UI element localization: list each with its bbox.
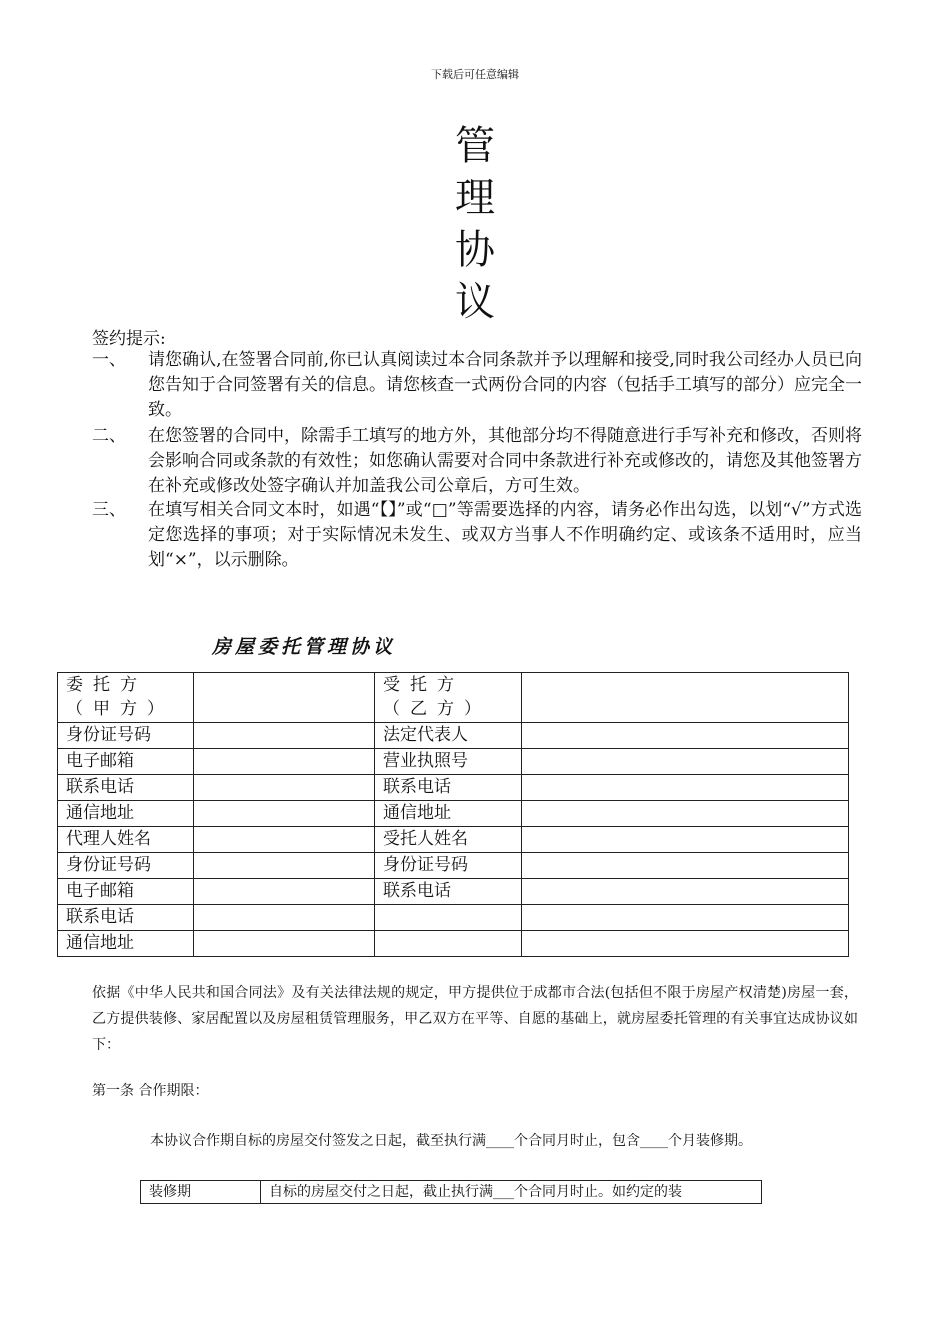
fill-cell[interactable] [522, 749, 849, 775]
tip-item [92, 498, 862, 573]
header-note: 下载后可任意编辑 [431, 68, 519, 81]
article-heading: 第一条 合作期限： [92, 1083, 209, 1099]
label-cell: 营业执照号 [375, 749, 522, 775]
tip-number: 三、 [92, 500, 126, 520]
table-row [58, 931, 849, 957]
table-row [58, 879, 849, 905]
fill-cell[interactable] [194, 827, 375, 853]
table-row [58, 853, 849, 879]
label-cell: 受托方（乙方） [375, 673, 522, 723]
title-char: 协 [455, 227, 495, 273]
fill-cell[interactable] [194, 723, 375, 749]
fill-cell[interactable] [194, 853, 375, 879]
fill-cell[interactable] [522, 905, 849, 931]
tip-item [92, 424, 862, 499]
decoration-period-table [140, 1180, 762, 1204]
tip-text: 请您确认,在签署合同前,你已认真阅读过本合同条款并予以理解和接受,同时我公司经办人员已向您告知于合同签署有关的信息。请您核查一式两份合同的内容（包括手工填写的部分）应完全一致。 [148, 350, 862, 420]
title-char: 理 [455, 175, 495, 221]
label-cell: 身份证号码 [375, 853, 522, 879]
table-row [58, 673, 849, 723]
label-cell: 联系电话 [375, 775, 522, 801]
label-cell: 装修期 [141, 1181, 261, 1204]
table-row [58, 723, 849, 749]
fill-cell[interactable] [194, 879, 375, 905]
article-body: 本协议合作期自标的房屋交付签发之日起，截至执行满____个合同月时止，包含____个月装修期。 [150, 1133, 752, 1149]
label-cell [375, 931, 522, 957]
fill-cell[interactable] [194, 749, 375, 775]
label-cell: 受托人姓名 [375, 827, 522, 853]
fill-cell[interactable] [522, 775, 849, 801]
label-cell: 通信地址 [375, 801, 522, 827]
label-cell: 联系电话 [375, 879, 522, 905]
fill-cell[interactable] [522, 723, 849, 749]
fill-cell[interactable] [522, 931, 849, 957]
table-row [58, 775, 849, 801]
label-cell: 委托方（甲方） [58, 673, 194, 723]
party-info-table [57, 672, 849, 957]
table-row [58, 827, 849, 853]
label-cell: 身份证号码 [58, 723, 194, 749]
tip-text: 在填写相关合同文本时，如遇“【】”或“□”等需要选择的内容，请务必作出勾选，以划“√”方式选定您选择的事项；对于实际情况未发生、或双方当事人不作明确约定、或该条不适用时，应当划“×”，以示删除。 [148, 500, 862, 570]
tip-number: 二、 [92, 426, 126, 446]
label-cell: 身份证号码 [58, 853, 194, 879]
agreement-subtitle: 房屋委托管理协议 [212, 636, 397, 658]
table-row [58, 801, 849, 827]
fill-cell[interactable] [522, 879, 849, 905]
label-cell [375, 905, 522, 931]
fill-cell[interactable] [522, 853, 849, 879]
label-cell: 电子邮箱 [58, 879, 194, 905]
title-char: 管 [455, 123, 495, 169]
table-row [141, 1181, 762, 1204]
tip-text: 在您签署的合同中，除需手工填写的地方外，其他部分均不得随意进行手写补充和修改，否则将会影响合同或条款的有效性；如您确认需要对合同中条款进行补充或修改的，请您及其他签署方在补充或修改处签字确认并加盖我公司公章后，方可生效。 [148, 426, 862, 496]
fill-cell[interactable] [194, 905, 375, 931]
fill-cell[interactable] [522, 827, 849, 853]
table-row [58, 905, 849, 931]
fill-cell[interactable] [522, 801, 849, 827]
intro-paragraph: 依据《中华人民共和国合同法》及有关法律法规的规定，甲方提供位于成都市合法(包括但不限于房屋产权清楚)房屋一套，乙方提供装修、家居配置以及房屋租赁管理服务，甲乙双方在平等、自愿的基础上，就房屋委托管理的有关事宜达成协议如下： [92, 985, 858, 1053]
label-cell: 联系电话 [58, 775, 194, 801]
title-char: 议 [455, 279, 495, 325]
label-cell: 法定代表人 [375, 723, 522, 749]
table-row [58, 749, 849, 775]
fill-cell[interactable] [194, 931, 375, 957]
text-cell: 自标的房屋交付之日起，截止执行满___个合同月时止。如约定的装 [261, 1181, 762, 1204]
fill-cell[interactable] [522, 673, 849, 723]
fill-cell[interactable] [194, 775, 375, 801]
tips-label: 签约提示: [92, 329, 166, 349]
tip-item [92, 348, 862, 423]
label-cell: 代理人姓名 [58, 827, 194, 853]
label-cell: 通信地址 [58, 801, 194, 827]
tip-number: 一、 [92, 350, 126, 370]
label-cell: 通信地址 [58, 931, 194, 957]
label-cell: 电子邮箱 [58, 749, 194, 775]
label-cell: 联系电话 [58, 905, 194, 931]
page-title [430, 120, 520, 328]
fill-cell[interactable] [194, 673, 375, 723]
fill-cell[interactable] [194, 801, 375, 827]
